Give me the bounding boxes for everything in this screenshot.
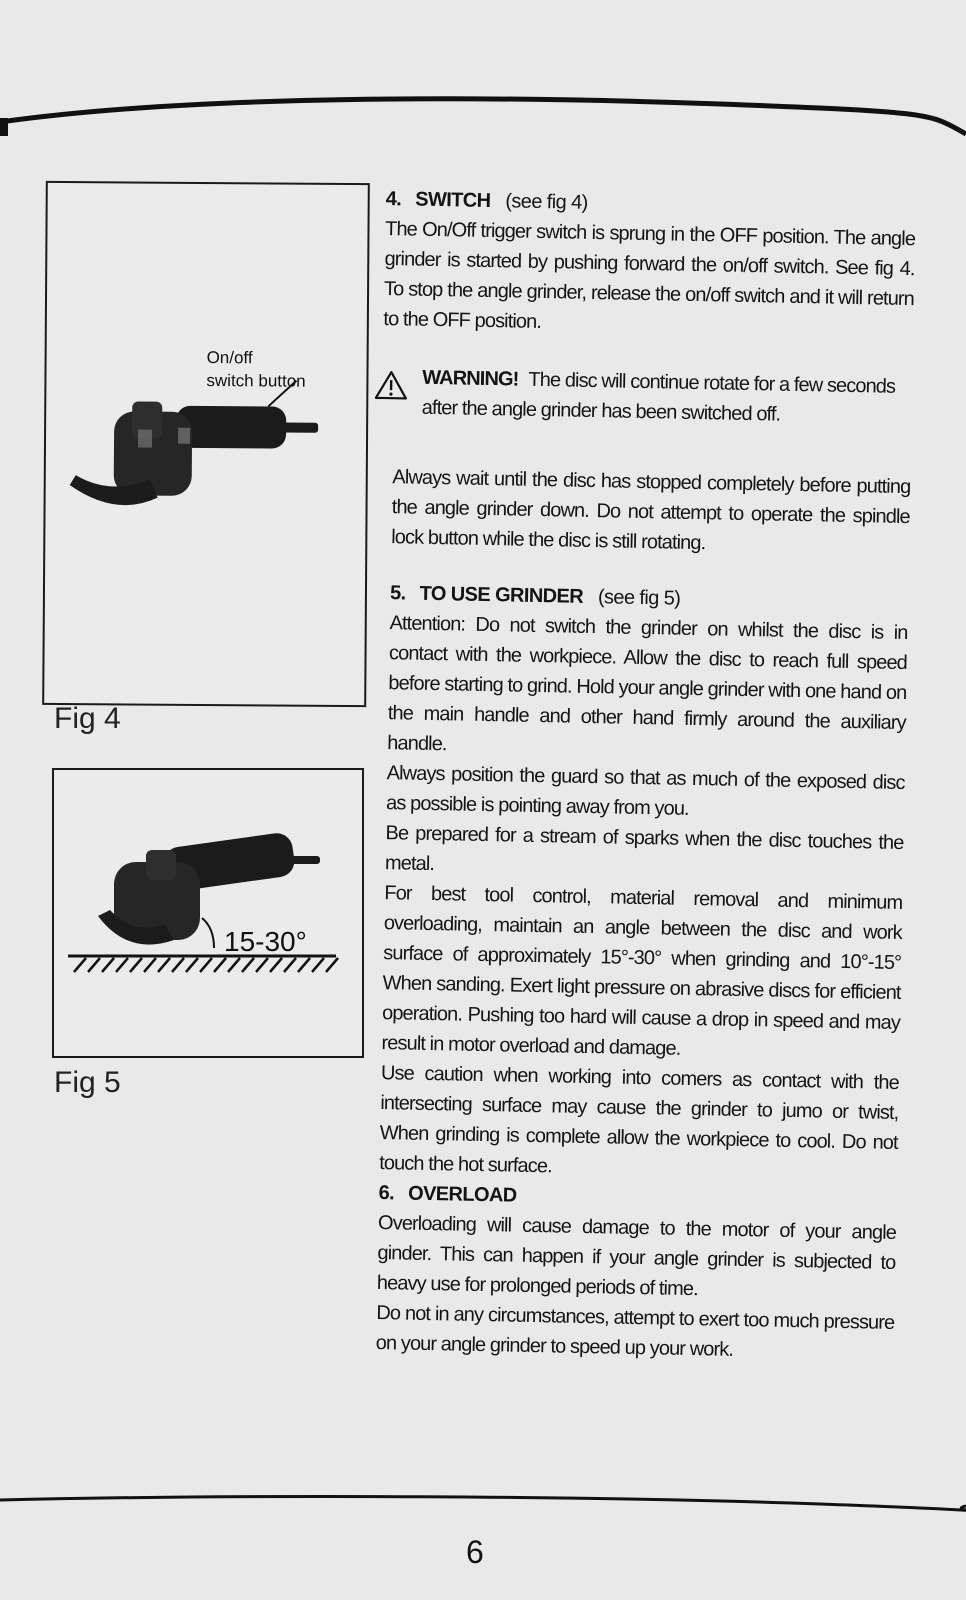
instructions-column [363, 184, 915, 1368]
section-title: TO USE GRINDER [419, 582, 584, 608]
warning-triangle-icon [374, 370, 409, 401]
section-title: OVERLOAD [407, 1182, 517, 1207]
section-number: 6. [378, 1182, 395, 1205]
figure-reference: (see fig 5) [597, 586, 681, 610]
switch-body: The On/Off trigger switch is sprung in the OFF position. The angle grinder is started by pushing forward the on/off switch. See fig 4. To stop the angle grinder, release the on/off switch and it will return to the OFF position. [383, 217, 916, 333]
left-edge-mark [0, 118, 8, 136]
angle-grinder-fig5-illustration [54, 770, 362, 1056]
figure-reference: (see fig 4) [505, 190, 588, 214]
use-grinder-paragraph: Use caution when working into comers as contact with the intersecting surface may cause the grinder to jumo or twist, When grinding is complete allow the workpiece to cool. Do not touch the hot surface. [378, 1062, 900, 1178]
section-number: 5. [389, 582, 406, 605]
angle-label: 15-30° [224, 926, 307, 957]
section-title: SWITCH [414, 188, 491, 213]
warning-block [381, 362, 912, 432]
use-grinder-paragraph: Always position the guard so that as much of the exposed disc as possible is pointing away from you. [385, 762, 905, 820]
fig5-caption: Fig 5 [54, 1066, 121, 1099]
use-grinder-paragraph: Be prepared for a stream of sparks when the disc touches the metal. [384, 822, 904, 876]
top-rule [0, 92, 966, 142]
overload-paragraph: Do not in any circumstances, attempt to exert too much pressure on your angle grinder to speed up your work. [375, 1302, 895, 1361]
section-number: 4. [385, 187, 402, 211]
fig5-frame [52, 768, 364, 1058]
page-number: 6 [466, 1534, 484, 1570]
use-grinder-paragraph: Attention: Do not switch the grinder on whilst the disc is in contact with the workpiece. Allow the disc to reach full speed before starting to grind. Hold your angle grinder with one hand on the main handle and other hand firmly around the auxiliary handle. [387, 612, 908, 756]
angle-grinder-fig4-illustration [44, 183, 368, 705]
warning-label: WARNING! [422, 366, 519, 391]
warning-text [421, 363, 912, 432]
overload-paragraph: Overloading will cause damage to the motor of your angle ginder. This can happen if your angle grinder is subjected to heavy use for prolonged periods of time. [376, 1212, 897, 1301]
fig4-frame [42, 181, 370, 707]
wait-note: Always wait until the disc has stopped completely before putting the angle grinder down. Do not attempt to operate the spindle lock button while the disc is still rotating. [391, 466, 911, 555]
on-off-switch-callout: On/off switch button [206, 348, 306, 391]
bottom-rule [0, 1490, 966, 1530]
use-grinder-paragraph: For best tool control, material removal and minimum overloading, maintain an angle between the disc and work surface of approximately 15°-30° when grinding and 10°-15° When sanding. Exert light pressure on abrasive discs for efficient operation. Pushing too hard will cause a drop in speed and may result in motor overload and damage. [381, 882, 903, 1060]
fig4-caption: Fig 4 [54, 702, 121, 735]
warning-message: The disc will continue rotate for a few seconds after the angle grinder has been switched off. [421, 368, 896, 426]
